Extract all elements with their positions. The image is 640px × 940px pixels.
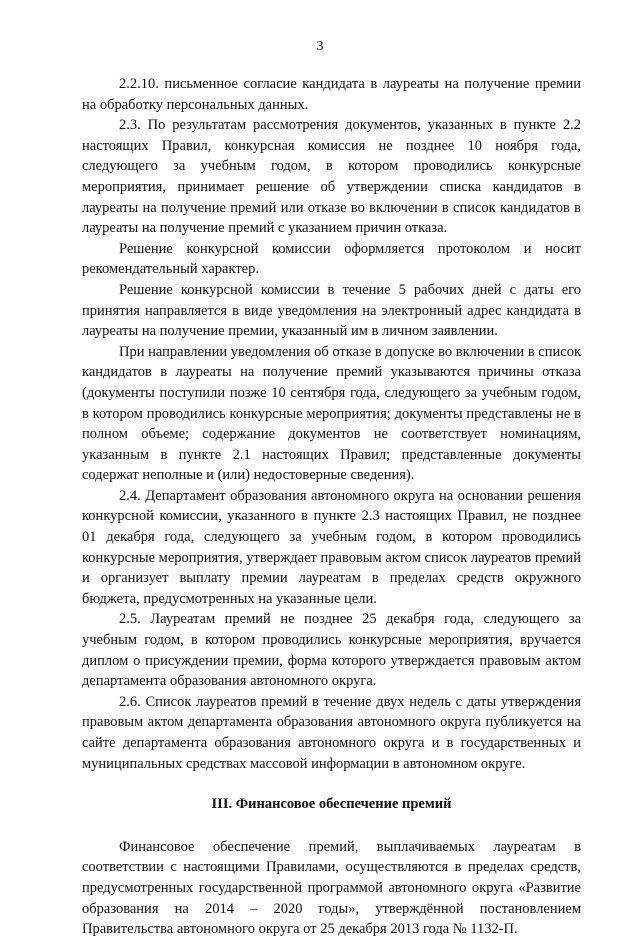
paragraph-2-5: 2.5. Лауреатам премий не позднее 25 декабря года, следующего за учебным годом, в котором проводились конкурсные мероприятия, вручается диплом о присуждении премии, форма которого утверждается правовым актом департамента образования автономного округа.	[82, 611, 581, 690]
paragraph-2-6: 2.6. Список лауреатов премий в течение двух недель с даты утверждения правовым актом департамента образования автономного округа публикуется на сайте департамента образования автономного округа и в государственных и муниципальных средствах массовой информации в автономном округе.	[82, 693, 581, 772]
document-body	[82, 74, 581, 940]
paragraph-refusal-reasons: При направлении уведомления об отказе в допуске во включении в список кандидатов в лауреаты на получение премий указываются причины отказа (документы поступили позже 10 сентября года, следующего за учебным годом, в котором проводились конкурсные мероприятия; документы представлены не в полном объеме; содержание документов не соответствует номинациям, указанным в пункте 2.1 настоящих Правил; представленные документы содержат неполные и (или) недостоверные сведения).	[82, 343, 581, 484]
section-heading: III. Финансовое обеспечение премий	[211, 796, 452, 813]
paragraph-2-2-10: 2.2.10. письменное согласие кандидата в лауреаты на получение премии на обработку персональных данных.	[82, 76, 581, 113]
paragraph-notification: Решение конкурсной комиссии в течение 5 рабочих дней с даты его принятия направляется в виде уведомления на электронный адрес кандидата в лауреаты на получение премии, указанный им в личном заявлении.	[82, 281, 581, 340]
paragraph-financing: Финансовое обеспечение премий, выплачиваемых лауреатам в соответствии с настоящими Правилами, осуществляются в пределах средств, предусмотренных государственной программой автономного округа «Развитие образования на 2014 – 2020 годы», утверждённой постановлением Правительства автономного округа от 25 декабря 2013 года № 1132-П.	[82, 838, 581, 938]
paragraph-2-3: 2.3. По результатам рассмотрения документов, указанных в пункте 2.2 настоящих Правил, конкурсная комиссия не позднее 10 ноября года, следующего за учебным годом, в котором проводились конкурсные мероприятия, принимает решение об утверждении списка кандидатов в лауреаты на получение премий или отказе во включении в список кандидатов в лауреаты на получение премий с указанием причин отказа.	[82, 117, 581, 237]
paragraph-2-4: 2.4. Департамент образования автономного округа на основании решения конкурсной комиссии, указанного в пункте 2.3 настоящих Правил, не позднее 01 декабря года, следующего за учебным годом, в котором проводились конкурсные мероприятия, утверждает правовым актом список лауреатов премий и организует выплату премии лауреатам в пределах средств окружного бюджета, предусмотренных на указанные цели.	[82, 487, 581, 607]
page-number: 3	[316, 39, 324, 54]
paragraph-commission-decision: Решение конкурсной комиссии оформляется протоколом и носит рекомендательный характер.	[82, 240, 581, 278]
